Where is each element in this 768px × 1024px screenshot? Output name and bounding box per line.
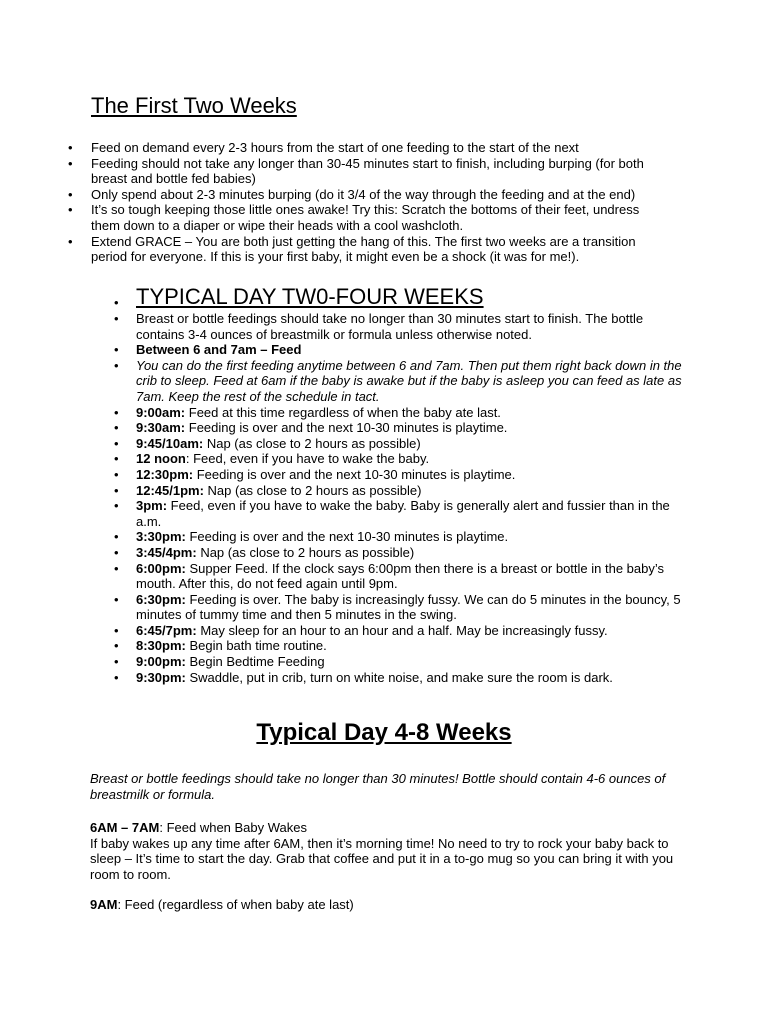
schedule-time: 9:30am:	[136, 420, 186, 436]
list-item: • Extend GRACE – You are both just getting the hang of this. The first two weeks are a transition period for everyone. If this is your first baby, it might even be a shock (it was for me!).	[68, 234, 668, 265]
schedule-time: 6:45/7pm:	[136, 622, 197, 638]
schedule-time: 12:30pm:	[136, 466, 194, 482]
schedule-text: Nap (as close to 2 hours as possible)	[203, 435, 421, 451]
schedule-entry-9am	[90, 897, 690, 913]
schedule-entry-6am	[90, 820, 690, 882]
entry-text: If baby wakes up any time after 6AM, then it’s morning time! No need to try to rock your baby back to sleep – It’s time to start the day. Grab that coffee and put it in a to-go mug so you can bring it with you room to room.	[90, 835, 674, 882]
table-row	[114, 670, 684, 686]
list-item: • Feeding should not take any longer than 30-45 minutes start to finish, including burping (for both breast and bottle fed babies)	[68, 156, 668, 187]
schedule-text: : Feed, even if you have to wake the baby.	[185, 451, 430, 467]
table-row	[114, 623, 684, 639]
table-row	[114, 405, 684, 421]
entry-time: 6AM – 7AM	[90, 820, 160, 835]
table-row	[114, 561, 684, 592]
list-item: • It’s so tough keeping those little ones awake! Try this: Scratch the bottoms of their feet, undress them down to a diaper or wipe their heads with a cool washcloth.	[68, 202, 668, 233]
schedule-text: Feed, even if you have to wake the baby. Baby is generally alert and fussier than in the a.m.	[136, 498, 670, 529]
schedule-time: 6:00pm:	[136, 560, 186, 576]
table-row	[114, 592, 684, 623]
list-item-first-feed-note	[114, 358, 684, 405]
schedule-text: Feeding is over. The baby is increasingly fussy. We can do 5 minutes in the bouncy, 5 minutes of tummy time and then 5 minutes in the swing.	[136, 591, 681, 623]
first-feed-heading: Between 6 and 7am – Feed	[136, 342, 302, 358]
schedule-time: 12 noon	[136, 451, 186, 467]
list-item-first-feed	[114, 342, 684, 358]
schedule-text: Feeding is over and the next 10-30 minutes is playtime.	[185, 420, 508, 436]
schedule-time: 12:45/1pm:	[136, 482, 204, 498]
table-row	[114, 545, 684, 561]
schedule-time: 9:30pm:	[136, 669, 186, 685]
schedule-time: 3pm:	[136, 498, 168, 514]
schedule-time: 9:00pm:	[136, 654, 186, 670]
schedule-text: Nap (as close to 2 hours as possible)	[196, 544, 415, 560]
schedule-time: 8:30pm:	[136, 638, 186, 654]
schedule-time: 3:45/4pm:	[136, 544, 197, 560]
entry-label: : Feed when Baby Wakes	[159, 820, 308, 835]
table-row	[114, 467, 684, 483]
table-row	[114, 436, 684, 452]
list-item: • Feed on demand every 2-3 hours from the start of one feeding to the start of the next	[68, 140, 668, 156]
schedule-text: Feeding is over and the next 10-30 minutes is playtime.	[185, 529, 509, 545]
first-two-weeks-list	[68, 140, 668, 265]
first-feed-note: You can do the first feeding anytime between 6 and 7am. Then put them right back down in the crib to sleep. Feed at 6am if the baby is awake but if the baby is asleep you can feed as late as 7am. Keep the rest of the schedule in tact.	[136, 357, 682, 404]
section-title-first-two-weeks: The First Two Weeks	[91, 93, 297, 118]
schedule-time: 9:45/10am:	[136, 435, 204, 451]
two-four-weeks-list	[114, 283, 684, 685]
schedule-text: Begin Bedtime Feeding	[185, 654, 325, 670]
table-row	[114, 420, 684, 436]
section-title-four-eight-weeks: Typical Day 4-8 Weeks	[256, 719, 512, 746]
four-eight-weeks-intro: Breast or bottle feedings should take no longer than 30 minutes! Bottle should contain 4-6 ounces of breastmilk or formula.	[90, 771, 666, 802]
schedule-text: Feeding is over and the next 10-30 minutes is playtime.	[193, 466, 516, 482]
schedule-time: 9:00am:	[136, 404, 186, 420]
schedule-text: Swaddle, put in crib, turn on white noise, and make sure the room is dark.	[185, 669, 613, 685]
schedule-text: Nap (as close to 2 hours as possible)	[203, 482, 422, 498]
table-row	[114, 498, 684, 529]
schedule-text: Feed at this time regardless of when the baby ate last.	[185, 404, 501, 420]
list-item: • Only spend about 2-3 minutes burping (do it 3/4 of the way through the feeding and at the end)	[68, 187, 668, 203]
schedule-time: 6:30pm:	[136, 591, 186, 607]
schedule-text: Supper Feed. If the clock says 6:00pm then there is a breast or bottle in the baby’s mouth. After this, do not feed again until 9pm.	[136, 560, 665, 592]
table-row	[114, 654, 684, 670]
table-row	[114, 451, 684, 467]
section-title-two-four-weeks: • TYPICAL DAY TW0-FOUR WEEKS	[114, 283, 684, 311]
table-row	[114, 529, 684, 545]
schedule-text: Begin bath time routine.	[185, 638, 327, 654]
list-item-intro: • Breast or bottle feedings should take no longer than 30 minutes start to finish. The bottle contains 3-4 ounces of breastmilk or formula unless otherwise noted.	[114, 311, 684, 342]
entry-label: : Feed (regardless of when baby ate last)	[117, 897, 354, 912]
schedule-text: May sleep for an hour to an hour and a half. May be increasingly fussy.	[196, 622, 608, 638]
schedule-time: 3:30pm:	[136, 529, 186, 545]
table-row	[114, 483, 684, 499]
table-row	[114, 638, 684, 654]
entry-time: 9AM	[90, 897, 118, 912]
